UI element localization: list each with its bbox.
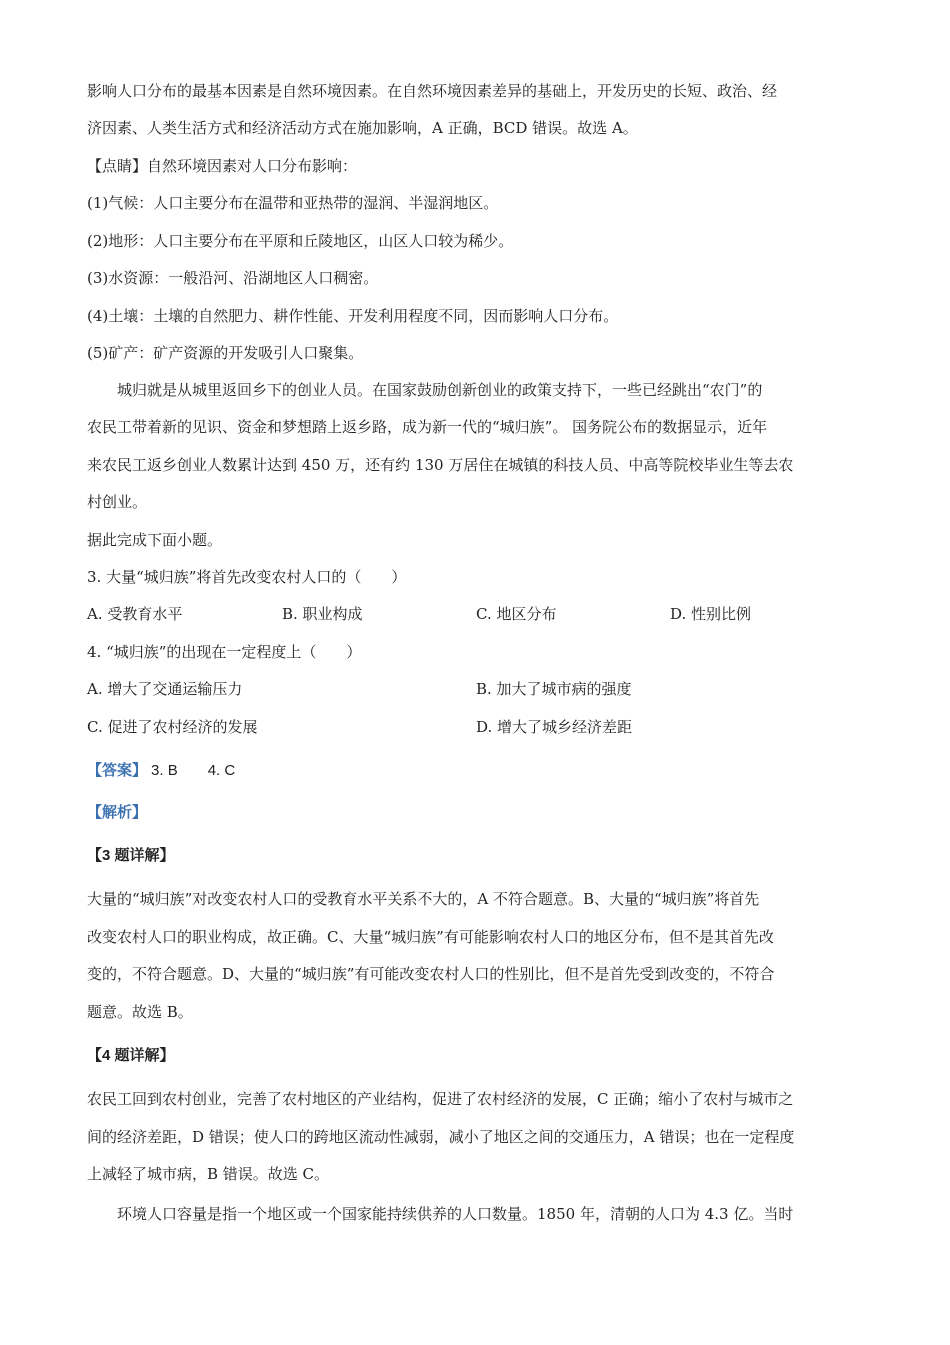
detail-3-line: 改变农村人口的职业构成，故正确。C、大量“城归族”有可能影响农村人口的地区分布，但不是其首先改 [87, 928, 774, 946]
detail-4-line: 间的经济差距，D 错误；使人口的跨地区流动性减弱，减小了地区之间的交通压力，A 错误；也在一定程度 [87, 1128, 795, 1146]
detail-4-label: 【4 题详解】 [87, 1047, 175, 1064]
answer-3: 3. B [151, 762, 178, 779]
question-4-stem: 4. “城归族”的出现在一定程度上（ ） [87, 643, 362, 661]
question-3-option-d: D. 性别比例 [670, 605, 752, 623]
next-passage-line: 环境人口容量是指一个地区或一个国家能持续供养的人口数量。1850 年，清朝的人口为 4.3 亿。当时 [117, 1205, 794, 1223]
text-line: 济因素、人类生活方式和经济活动方式在施加影响，A 正确，BCD 错误。故选 A。 [87, 119, 638, 137]
analysis-label: 【解析】 [87, 804, 148, 821]
question-4-option-a: A. 增大了交通运输压力 [87, 680, 243, 698]
question-prompt: 据此完成下面小题。 [87, 531, 223, 549]
question-3-option-a: A. 受教育水平 [87, 605, 183, 623]
question-4-option-b: B. 加大了城市病的强度 [476, 680, 632, 698]
tip-item-minerals: (5)矿产：矿产资源的开发吸引人口聚集。 [87, 344, 364, 362]
question-4-option-c: C. 促进了农村经济的发展 [87, 718, 258, 736]
answer-line [87, 759, 235, 782]
tip-item-terrain: (2)地形：人口主要分布在平原和丘陵地区，山区人口较为稀少。 [87, 232, 514, 250]
text-line: 影响人口分布的最基本因素是自然环境因素。在自然环境因素差异的基础上，开发历史的长短、政治、经 [87, 82, 778, 100]
question-3-option-c: C. 地区分布 [476, 605, 557, 623]
answer-4: 4. C [207, 762, 236, 779]
detail-3-line: 大量的“城归族”对改变农村人口的受教育水平关系不大的，A 不符合题意。B、大量的“城归族”将首先 [87, 890, 760, 908]
tip-heading: 【点睛】自然环境因素对人口分布影响： [87, 157, 358, 175]
passage-line: 村创业。 [87, 493, 148, 511]
detail-3-line: 题意。故选 B。 [87, 1003, 193, 1021]
question-4-option-d: D. 增大了城乡经济差距 [476, 718, 633, 736]
tip-item-climate: (1)气候：人口主要分布在温带和亚热带的湿润、半湿润地区。 [87, 194, 499, 212]
tip-item-soil: (4)土壤：土壤的自然肥力、耕作性能、开发利用程度不同，因而影响人口分布。 [87, 307, 619, 325]
passage-line: 来农民工返乡创业人数累计达到 450 万，还有约 130 万居住在城镇的科技人员、中高等院校毕业生等去农 [87, 456, 794, 474]
detail-4-line: 农民工回到农村创业，完善了农村地区的产业结构，促进了农村经济的发展，C 正确；缩小了农村与城市之 [87, 1090, 794, 1108]
passage-line: 农民工带着新的见识、资金和梦想踏上返乡路，成为新一代的“城归族”。 国务院公布的数据显示，近年 [87, 418, 768, 436]
question-3-option-b: B. 职业构成 [282, 605, 363, 623]
question-3-stem: 3. 大量“城归族”将首先改变农村人口的（ ） [87, 568, 407, 586]
detail-4-line: 上减轻了城市病，B 错误。故选 C。 [87, 1165, 330, 1183]
answer-label: 【答案】 [87, 762, 148, 779]
detail-3-label: 【3 题详解】 [87, 847, 175, 864]
detail-3-line: 变的，不符合题意。D、大量的“城归族”有可能改变农村人口的性别比，但不是首先受到改变的，不符合 [87, 965, 775, 983]
tip-item-water: (3)水资源：一般沿河、沿湖地区人口稠密。 [87, 269, 379, 287]
passage-line: 城归就是从城里返回乡下的创业人员。在国家鼓励创新创业的政策支持下，一些已经跳出“农门”的 [117, 381, 763, 399]
